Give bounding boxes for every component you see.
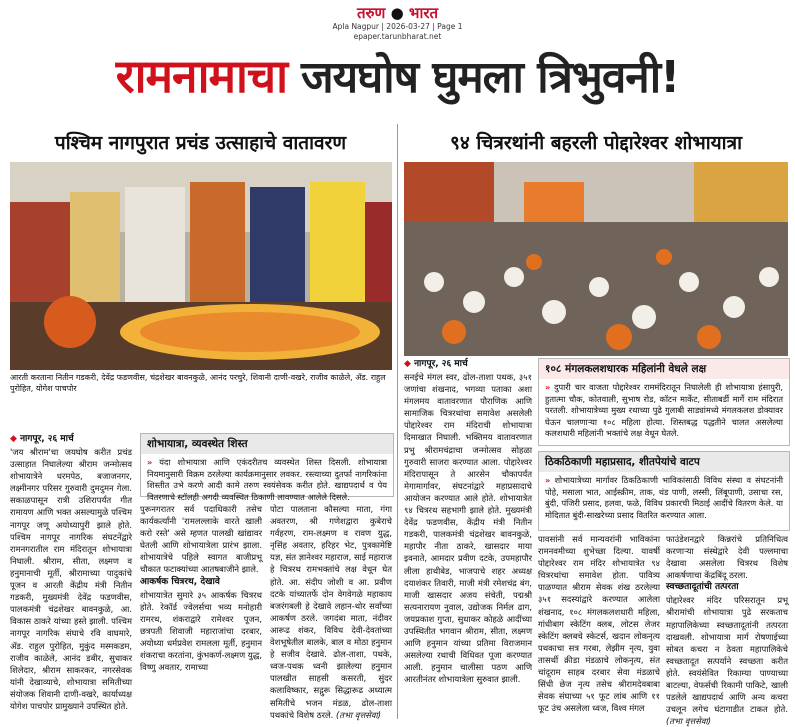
main-headline: [6, 44, 789, 106]
right-byline: (तभा वृत्तसेवा): [666, 716, 711, 727]
left-col2-text: पुरूनगरातर सर्व पदाधिकारी तसेच कार्यकर्त्यांनी 'रामलल्लाके वारते खाली करो रस्ते' असे म्हणत पालखी खांद्यावर घेतली आणि शोभायात्रेला प्रारंभ झाला. शोभायात्रेचे पहिले स्वागत बाजीप्रभू चौकात फटाक्यांच्या आतषबाजीने झाले.: [140, 504, 262, 575]
left-column-2: [140, 503, 262, 717]
double-chevron-icon: »: [545, 382, 551, 392]
right-col1-text: सनईचे मंगल स्वर, ढोल-ताशा पथक, ३५१ जणांचा शंखनाद, भगव्या पताका अशा मंगलमय वातावरणात पौराणिक आणि सामाजिक चित्ररथांचा समावेश असलेली पोद्दारेश्वर राम मंदिराची शोभायात्रा दिमाखात निघाली. भक्तिमय वातावरणात प्रभु श्रीरामचंद्राचा जन्मोत्सव सोहळा गुरुवारी साजरा करण्यात आला. पोद्दारेश्वर मंदिरापासून ते आरसेन चौकापर्यंत मेगामार्गावर, संघटनांद्वारे महाप्रसादाचे आयोजन करण्यात आले होते. शोभायात्रेत ९४ चित्ररथ सहभागी झाले होते. मुख्यमंत्री देवेंद्र फडणवीस, केंद्रीय मंत्री नितीन गडकरी, पालकमंत्री चंद्रशेखर बावनकुळे, महापौर नीता ठाकरे, खासदार माया इवनाते, आमदार प्रवीण दटके, उपमहापौर लीला हाथीबेड, भाजपाचे शहर अध्यक्ष दयाशंकर तिवारी, माजी मंत्री रमेशचंद्र बंग, माजी खासदार अजय संचेती, पद्मश्री सत्यनारायण नुवाल, उद्योजक निर्मल ढाग, जयप्रकाश गुप्ता, सुधाकर कोहळे आदींच्या उपस्थितीत भगवान श्रीराम, सीता, लक्ष्मण आणि हनुमान यांच्या प्रतिमा विराजमान असलेल्या रथाची विधिवत पूजा करण्यात आली. हनुमान चालीसा पठण आणि आरतीनंतर शोभायात्रेला सुरुवात झाली.: [404, 372, 532, 685]
left-box-heading: शोभायात्रा, व्यवस्थेत शिस्त: [141, 434, 393, 454]
left-col1-text: 'जय श्रीराम'चा जयघोष करीत प्रचंड उत्साहात निघालेल्या श्रीराम जन्मोत्सव शोभायात्रेने धरमपेठ, बजाजनगर, लक्ष्मीनगर परिसर गुरुवारी दुमदुमन गेला. सकाळपासून रात्री उशिरापर्यंत गीत रामायण आणि भक्त असल्यामुळे पश्चिम नागपूर जणू अयोध्यापुरी झाले होते. पश्चिम नागपूर नागरिक संघटनेंद्वारे रामनगरातील राम मंदिरातून शोभायात्रा निघाली. श्रीराम, सीता, लक्ष्मण व हनुमानाची मूर्ती, श्रीरामाच्या पादुकांचे पूजन व आरती केंद्रीय मंत्री नितीन गडकरी, मुख्यमंत्री देवेंद्र फडणवीस, पालकमंत्री चंद्रशेखर बावनकुळे, आ. विकास ठाकरे यांच्या हस्ते झाली. पश्चिम नागपूर नागरिक संघाचे रवि वाघमारे, ॲड. राहुल पुरोहित, मुकुंद मस्मकडम, राजीव काळेले, आनंद डबीर, सुधाकर शिलेदार, श्रीराम साकरकर, नगरसेवक यांनी देखाव्याचे, शोभायात्रा समितीच्या संयोजक शिवानी दाणी-वखरे, कार्याध्यक्ष योगेश पाचपोर प्रामुख्याने उपस्थित होते.: [10, 447, 132, 711]
double-chevron-icon: »: [545, 475, 551, 485]
masthead: [0, 0, 795, 42]
left-dateline: ◆ नागपूर, २६ मार्च: [10, 434, 74, 444]
right-kalash-box: [538, 358, 790, 446]
left-col2-subheading: आकर्षक चित्ररथ, देखावे: [140, 576, 220, 587]
right-photo: [404, 162, 788, 356]
double-chevron-icon: »: [147, 457, 153, 467]
right-box2-body: » शोभायात्रेच्या मार्गावर ठिकठिकाणी भाविकांसाठी विविध संस्था व संघटनांनी पोहे, मसाला भात, आईस्क्रीम, ताक, थंड पाणी, लस्सी, लिंबूपाणी, उसाचा रस, बुंदी, पंजिरी प्रसाद, हलवा, फळे, विविध प्रकारची मिठाई आदींचे वितरण केले. या मोदितात बुंदी-साखरेच्या प्रसाद वितरित करण्यात आला.: [545, 475, 783, 520]
right-box1-heading: १०८ मंगलकलशधारक महिलांनी वेधले लक्ष: [539, 359, 789, 379]
right-prasad-box: [538, 451, 790, 531]
right-column-3: [666, 533, 788, 727]
right-col3-text: फाउंडेशनद्वारे किन्नरांचे प्रतिनिधित्व करणाऱ्या संस्थेद्वारे देवी पल्लमाचा देखावा असलेला चित्ररथ विशेष आकर्षणाचा केंद्रबिंदू ठरला.: [666, 534, 788, 581]
headline-black: जयघोष घुमला त्रिभुवनी!: [301, 52, 680, 103]
left-col3-text: पोटा पालताना कौसल्या माता, गंगा अवतरण, श्री गणेशद्वारा कुबेराचे गर्वहरण, राम-लक्ष्मण व रावण युद्ध, नृसिंह अवतार, हरिहर भेट, पुत्रकामेष्टि यज्ञ, संत ज्ञानेश्वर महाराज, साई महाराज हे चित्ररथ रामभक्तांचे लक्ष वेधून घेत होते. आ. संदीप जोशी व आ. प्रवीण दटके यांच्यातर्फे दोन वेगवेगळे महाकाय बजरंगबली हे देखावे लहान-थोर सर्वांच्या आकर्षण ठरले. जगदंबा माता, नंदीवर आरूढ शंकर, विविध देवी-देवतांच्या वेशभूषेतील बालके, बाल व मोठा हनुमान हे सजीव देखावे. ढोल-ताशा, पथके, ध्वज-पथक ध्वनी झालेल्या हनुमान पालखीत साहसी कसरती, सुंदर कलाविष्कार, सद्गुरू सिद्धारूढ अध्यात्म समितीचे भजन मंडळ, ढोल-ताशा पथकांचे विशेष ठरले.: [270, 504, 392, 720]
edition-meta: Apla Nagpur | 2026-03-27 | Page 1: [332, 22, 463, 31]
right-col2-text: पावसांनी सर्व मान्यवरांनी भाविकांना रामनवमीच्या शुभेच्छा दिल्या. यावर्षी पोद्दारेश्वर राम मंदिर शोभायात्रेत ९४ चित्ररथांचा समावेश होता. पावित्र्य पाळण्यात श्रीराम सेवक शंख ठरलेल्या ३५१ सदस्यांद्वारे करण्यात आलेला शंखनाद, १०८ मंगलकलशधारी महिला, गांधीबाग स्केटिंग क्लब, लोटस लेजर स्केटिंग क्लबचे स्केटर्स, खदान लोकनृत्य पथकाचा सत्र गरबा, लेझीम नृत्य, युवा तासर्थी क्रीडा मंडळाचे लोकनृत्य, संत चांदूराम साहब दरबार सेवा मंडळाचे सिंधी छेज नृत्य तसेच श्रीरामदेवबाबा सेवक संघाच्या ५१ फूट लांब आणि ११ फूट उंच असलेला ध्वज, विश्व मंगल: [538, 534, 660, 714]
left-photo-caption: आरती करताना नितीन गडकरी, देवेंद्र फडणवीस, चंद्रशेखर बावनकुळे, आनंद परचुरे, शिवानी दाणी-वखरे, राजीव काळेले, ॲड. राहुल पुरोहित, योगेश पाचपोर: [10, 373, 386, 393]
right-column-2: [538, 533, 660, 719]
right-col3-subheading: स्वच्छतादूतांची तत्परता: [666, 582, 739, 593]
brand-dot: ●: [390, 4, 404, 22]
left-box-body: » यंदा शोभायात्रा आणि एकंदरीतच व्यवस्थेत शिस्त दिसली. शोभायात्रा नियमानुसारी विक्रम ठरलेल्या कार्यक्रमानुसार लवकर. रस्त्याच्या दुतर्फा नागरिकांना शिस्तीत उभे करणे आदी कामे तरुण स्वयंसेवक करीत होते. खाद्यपदार्थ व पेय वितरणाचे स्टॉलही अगदी व्यवस्थित ठिकाणी लावण्यात आलेले दिसले.: [147, 457, 387, 502]
column-divider: [397, 124, 398, 719]
left-col2b-text: शोभायात्रेत सुमारे ३५ आकर्षक चित्ररथ होते. रेकॉर्ड ज्वेलर्सचा भव्य मनोहारी रामरथ, शंकराद्वारे रामेश्वर पूजन, छत्रपती शिवाजी महाराजांचा दरबार, अयोध्या धर्मप्रवेश रामलला मूर्ती, हनुमान शंकराचा करतांना, कुंभकर्ण-लक्ष्मण युद्ध, विष्णु अवतार, रामाच्या: [140, 589, 262, 673]
left-column-3: [270, 503, 392, 720]
right-dateline: ◆ नागपूर, २६ मार्च: [404, 359, 468, 369]
left-column-1: [10, 433, 132, 711]
right-subheadline: ९४ चित्ररथांनी बहरली पोद्दारेश्वर शोभायात्रा: [450, 132, 742, 154]
left-photo: [10, 162, 392, 370]
right-col3b-text: पोद्दारेश्वर मंदिर परिसरातून प्रभू श्रीरामांची शोभायात्रा पुढे सरकताच महापालिकेच्या स्वच्छतादूतांनी तत्परता दाखवली. शोभायात्रा मार्ग रोषणाईच्या सोबत कचरा न ठेवता महापालिकेचे स्वच्छतादूत सत्पर्याने स्वच्छता करीत होते. स्वयंसेवित रिकाम्या पाण्याच्या बाटल्या, वेफर्सची रिकामी पाकिटे, खाली पडलेले खाद्यपदार्थ आणि अन्य कचरा उचलून लगेच घंटागाडीत टाकत होते.: [666, 595, 788, 715]
left-discipline-box: [140, 433, 394, 502]
left-byline: (तभा वृत्तसेवा): [336, 709, 381, 720]
procession-photo-image: [404, 162, 788, 356]
aarti-photo-image: [10, 162, 392, 370]
right-column-1: [404, 358, 532, 718]
headline-red: रामनामाचा: [115, 49, 288, 103]
brand-logo: तरुण ● भारत: [356, 4, 439, 22]
right-box2-heading: ठिकठिकाणी महाप्रसाद, शीतपेयांचे वाटप: [539, 452, 789, 472]
edition-url[interactable]: epaper.tarunbharat.net: [353, 32, 442, 41]
left-subheadline: पश्चिम नागपुरात प्रचंड उत्साहाचे वातावरण: [54, 132, 347, 154]
right-box1-body: » दुपारी चार वाजता पोद्दारेश्वर राममंदिरातून निघालेली ही शोभायात्रा हंसापुरी, हुतात्मा चौक, कोतवाली, सुभाष रोड, कॉटन मार्केट, सीताबर्डी मार्गे राम मंदिरात परतली. शोभायात्रेच्या मुख्य रथाच्या पुढे गुलाबी साड्यांमध्ये मंगलकलश डोक्यावर घेऊन चालणाऱ्या १०८ महिला होत्या. शिस्तबद्ध पद्धतीने चालत असलेल्या कलशधारी महिलांनी भक्तांचे लक्ष वेधून घेतले.: [545, 382, 783, 438]
